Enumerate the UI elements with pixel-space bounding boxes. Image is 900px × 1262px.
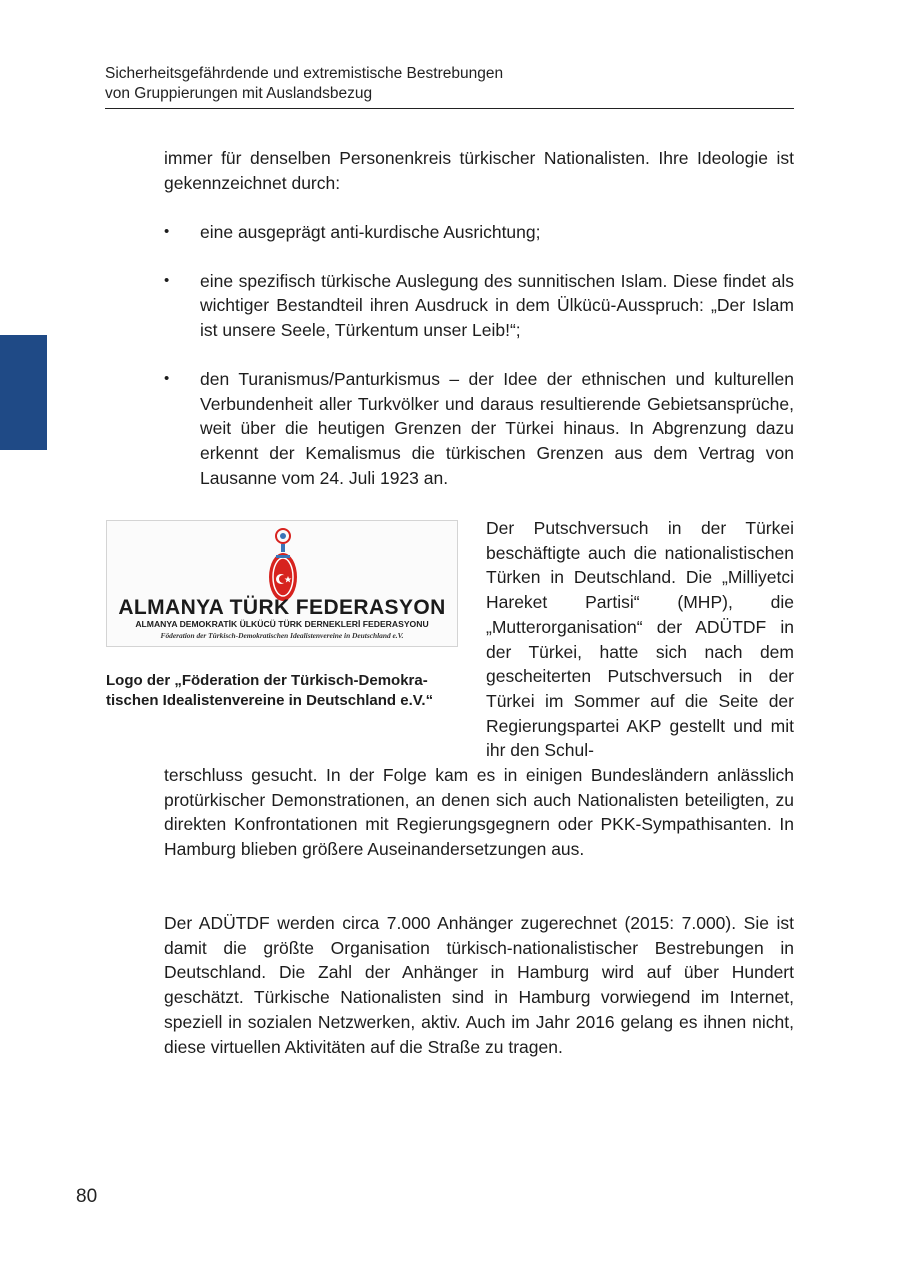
caption-line-2: tischen Idealistenvereine in Deutschland e.V.“ bbox=[106, 692, 434, 709]
putsch-paragraph-continued: terschluss gesucht. In der Folge kam es in einigen Bundesländern anlässlich protürkischer Demonstrationen, an denen sich auch Nationalisten beteiligten, zu direkten Konfrontationen mit Regierungsgegnern oder PKK-Sympathisanten. In Hamburg blieben größere Auseinandersetzungen aus. bbox=[164, 765, 794, 860]
federation-emblem-icon bbox=[266, 527, 300, 607]
header-line-1: Sicherheitsgefährdende und extremistische Bestrebungen bbox=[105, 65, 504, 82]
header-line-2: von Gruppierungen mit Auslandsbezug bbox=[105, 85, 373, 102]
intro-paragraph: immer für denselben Personenkreis türkischer Nationalisten. Ihre Ideologie ist gekennzeichnet durch: bbox=[164, 148, 794, 193]
running-header bbox=[105, 64, 794, 104]
page-number: 80 bbox=[76, 1186, 98, 1207]
logo-subtitle: ALMANYA DEMOKRATİK ÜLKÜCÜ TÜRK DERNEKLERİ FEDERASYONU bbox=[135, 619, 429, 629]
bullet-text: den Turanismus/Panturkismus – der Idee der ethnischen und kulturellen Verbundenheit aller Turkvölker und daraus resultierende Gebietsansprüche, weit über die heutigen Grenzen der Türkei hinaus. In Abgrenzung dazu erkennt der Kemalismus die türkischen Grenzen aus dem Vertrag von Lausanne vom 24. Juli 1923 an. bbox=[200, 368, 794, 488]
list-item bbox=[164, 367, 794, 491]
list-item bbox=[164, 220, 794, 245]
list-item bbox=[164, 269, 794, 343]
logo-subtitle-german: Föderation der Türkisch-Demokratischen Idealistenvereine in Deutschland e.V. bbox=[160, 631, 404, 640]
bullet-marker: • bbox=[164, 369, 170, 387]
caption-line-1: Logo der „Föderation der Türkisch-Demokra- bbox=[106, 672, 428, 689]
bullet-list bbox=[164, 220, 794, 514]
bullet-text: eine ausgeprägt anti-kurdische Ausrichtung; bbox=[200, 222, 541, 242]
closing-paragraph: Der ADÜTDF werden circa 7.000 Anhänger zugerechnet (2015: 7.000). Sie ist damit die größte Organisation türkisch-nationalistischer Bestrebungen in Deutschland. Die Zahl der Anhänger in Hamburg wird auf über Hundert geschätzt. Türkische Nationalisten sind in Hamburg vorwiegend im Internet, speziell in sozialen Netzwerken, aktiv. Auch im Jahr 2016 gelang es ihnen nicht, diese virtuellen Aktivitäten auf die Straße zu tragen. bbox=[164, 913, 794, 1057]
figure-caption bbox=[106, 671, 466, 711]
logo-figure bbox=[106, 520, 458, 647]
bullet-marker: • bbox=[164, 271, 170, 289]
bullet-marker: • bbox=[164, 223, 170, 240]
putsch-paragraph-wrapped: Der Putschversuch in der Türkei beschäftigte auch die nationalistischen Türken in Deutschland. Die „Milliyetci Hareket Partisi“ (MHP), die „Mutterorganisation“ der ADÜTDF in der Türkei, hatte sich nach dem gescheiterten Putschversuch in der Türkei im Sommer auf die Seite der Regierungspartei AKP gestellt und mit ihr den Schul- bbox=[486, 518, 794, 761]
chapter-side-tab bbox=[0, 335, 47, 450]
logo-title: ALMANYA TÜRK FEDERASYON bbox=[118, 596, 446, 619]
bullet-text: eine spezifisch türkische Auslegung des sunnitischen Islam. Diese findet als wichtiger Bestandteil ihren Ausdruck in dem Ülkücü-Ausspruch: „Der Islam ist unsere Seele, Türkentum unser Leib!“; bbox=[200, 270, 794, 341]
header-rule bbox=[105, 108, 794, 109]
